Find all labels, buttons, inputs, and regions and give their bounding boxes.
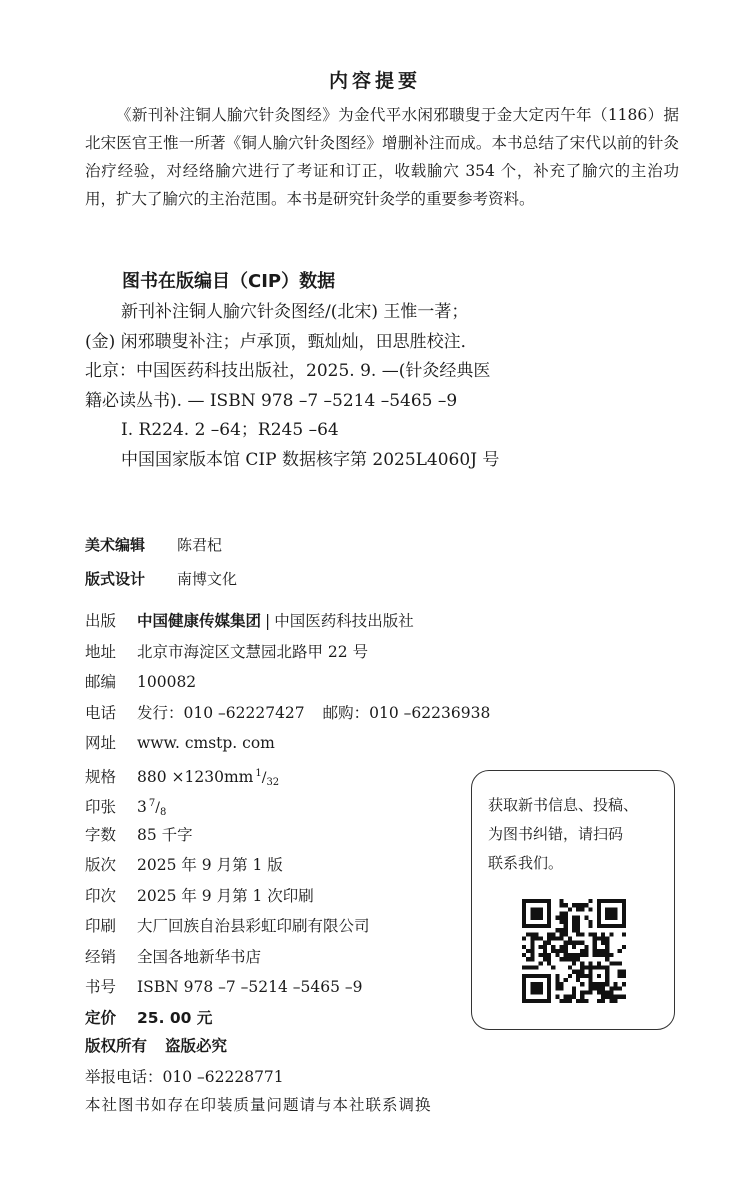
pub-value: 85 千字: [137, 825, 193, 844]
cip-line: (金) 闲邪聩叟补注；卢承顶，甄灿灿，田思胜校注．: [85, 331, 478, 352]
rights-part: 版权所有: [85, 1037, 148, 1055]
qr-text-line: 获取新书信息、投稿、: [488, 796, 639, 814]
pub-label: 印刷: [85, 917, 117, 935]
pub-postcode: [85, 667, 490, 698]
pub-label: 出版: [85, 612, 117, 630]
pub-value: 大厂回族自治县彩虹印刷有限公司: [137, 917, 370, 935]
pub-label: 邮编: [85, 673, 117, 691]
pub-label: 定价: [85, 1008, 117, 1027]
credit-label: 版式设计: [85, 570, 146, 588]
summary-heading: 内容提要: [328, 70, 421, 92]
pub-label: 地址: [85, 642, 117, 661]
credit-layout-design: [85, 562, 237, 596]
pub-printing: [85, 881, 490, 912]
pub-label: 书号: [85, 978, 117, 996]
report-phone: 举报电话：010 –62228771: [85, 1068, 284, 1086]
qr-text-line: 联系我们。: [488, 854, 564, 872]
pub-value: 全国各地新华书店: [137, 947, 262, 966]
pub-label: 印张: [85, 798, 117, 816]
pub-price: [85, 1003, 490, 1034]
pub-label: 印次: [85, 886, 117, 905]
pub-phone: [85, 698, 490, 729]
pub-label: 字数: [85, 825, 117, 844]
qr-card: [471, 770, 675, 1030]
pub-label: 经销: [85, 947, 117, 966]
cip-line: 中国国家版本馆 CIP 数据核字第 2025L4060J 号: [121, 449, 500, 470]
price-value: 25. 00 元: [137, 1008, 213, 1027]
credit-art-editor: [85, 528, 237, 562]
pub-distributor: [85, 942, 490, 973]
credit-value: 陈君杞: [177, 536, 223, 554]
publisher-group: 中国健康传媒集团: [137, 612, 262, 630]
credits: [85, 528, 237, 596]
pub-label: 电话: [85, 703, 117, 722]
rights-statement: [85, 1034, 227, 1056]
cip-line: 新刊补注铜人腧穴针灸图经/(北宋) 王惟一著；: [121, 302, 469, 322]
phone-mail: 邮购：010 –62236938: [322, 703, 491, 722]
pub-format: [85, 759, 490, 790]
publisher-house: 中国医药科技出版社: [274, 612, 414, 630]
cip-block: [85, 298, 625, 475]
phone-issue: 发行：010 –62227427: [137, 703, 305, 722]
pub-label: 版次: [85, 856, 117, 874]
cip-line: 北京：中国医药科技出版社，2025. 9. —(针灸经典医: [85, 361, 491, 381]
qr-text-line: 为图书纠错，请扫码: [488, 825, 624, 843]
cip-heading: 图书在版编目（CIP）数据: [122, 271, 336, 292]
pub-address: [85, 637, 490, 668]
pub-website: [85, 728, 490, 759]
qr-code-icon[interactable]: [522, 899, 626, 1003]
format-fraction: $^1/_{32}$: [255, 767, 280, 788]
pub-label: 网址: [85, 734, 117, 752]
pub-value: 北京市海淀区文慧园北路甲 22 号: [137, 642, 369, 661]
pub-value: 2025 年 9 月第 1 版: [137, 856, 283, 874]
pub-label: 规格: [85, 767, 117, 786]
pub-value: www. cmstp. com: [137, 734, 275, 752]
pub-printer: [85, 911, 490, 942]
pub-publisher: [85, 606, 490, 637]
summary-text: 《新刊补注铜人腧穴针灸图经》为金代平水闲邪聩叟于金大定丙午年（1186）据北宋医官王惟一所著《铜人腧穴针灸图经》增删补注而成。本书总结了宋代以前的针灸治疗经验，对经络腧穴进行了考证和订正，收载腧穴 354 个，补充了腧穴的主治功用，扩大了腧穴的主治范围。本书是研究针灸学的重要参考资料。: [85, 106, 679, 208]
pub-value: ISBN 978 –7 –5214 –5465 –9: [137, 978, 363, 996]
pub-value: 3: [137, 798, 147, 816]
credit-value: 南博文化: [177, 570, 238, 588]
publication-info: [85, 606, 490, 1033]
quality-notice: 本社图书如存在印装质量问题请与本社联系调换: [85, 1096, 432, 1114]
cip-line: Ⅰ. R224. 2 –64；R245 –64: [121, 420, 339, 440]
pub-value: 880 ×1230mm: [137, 767, 254, 786]
publisher-separator: |: [265, 612, 271, 630]
rights-part: 盗版必究: [165, 1037, 228, 1055]
cip-line: 籍必读丛书). — ISBN 978 –7 –5214 –5465 –9: [85, 390, 458, 411]
pub-sheets: [85, 789, 490, 820]
sheets-fraction: $^7/_8$: [148, 798, 167, 818]
pub-value: 2025 年 9 月第 1 次印刷: [137, 886, 314, 905]
pub-words: [85, 820, 490, 851]
credit-label: 美术编辑: [85, 536, 146, 554]
pub-edition: [85, 850, 490, 881]
pub-value: 100082: [137, 673, 197, 691]
qr-card-text: [488, 791, 666, 878]
pub-isbn: [85, 972, 490, 1003]
